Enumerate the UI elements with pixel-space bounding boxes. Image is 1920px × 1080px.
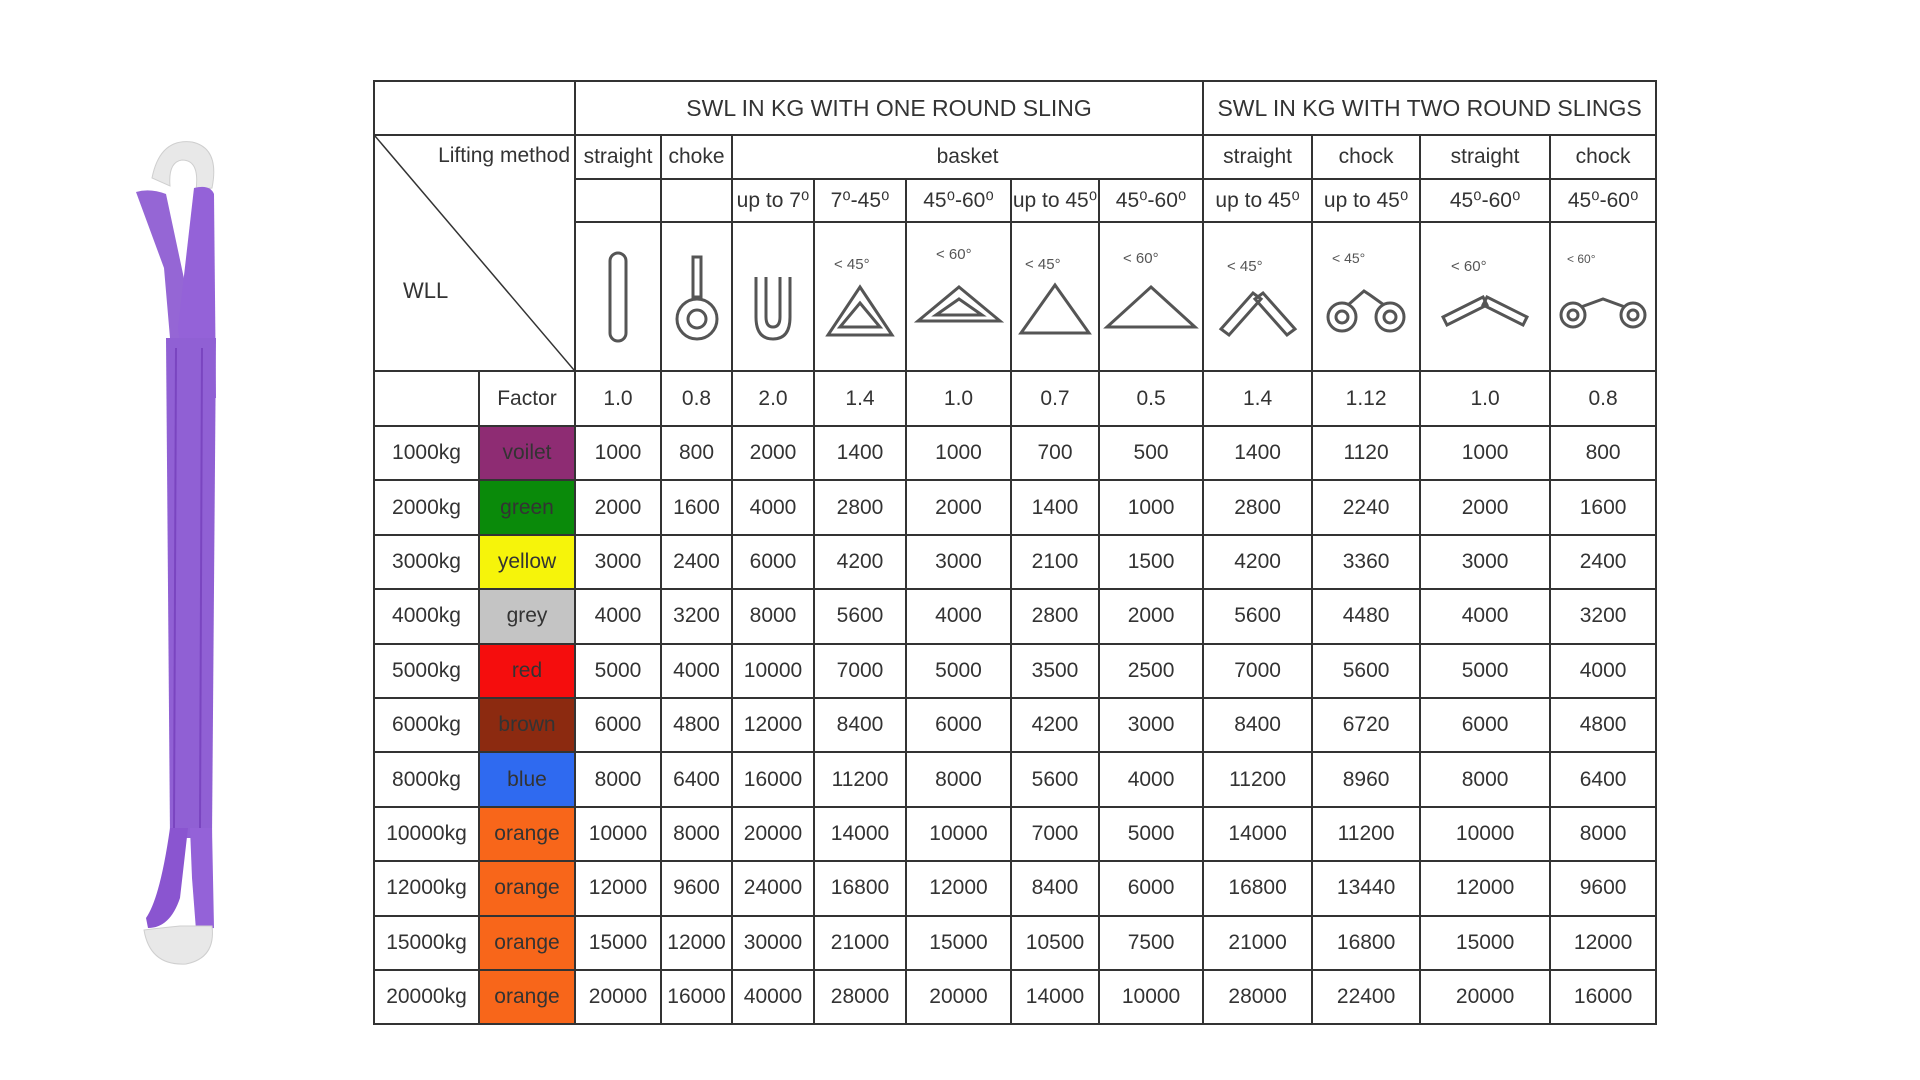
swl-value-cell: 3200 (661, 589, 732, 643)
swl-value-cell: 10000 (732, 644, 814, 698)
swl-table (373, 80, 1657, 1025)
method-two-chock-2: chock (1550, 135, 1656, 179)
angle-empty-straight (575, 179, 661, 222)
swl-value-cell: 7000 (1011, 807, 1099, 861)
swl-value-cell: 2000 (575, 480, 661, 534)
table-row (374, 752, 1656, 806)
swl-value-cell: 10000 (1420, 807, 1550, 861)
two-straight-slings-icon (1213, 247, 1303, 347)
table-row (374, 698, 1656, 752)
swl-value-cell: 15000 (575, 916, 661, 970)
swl-value-cell: 4000 (732, 480, 814, 534)
swl-value-cell: 3200 (1550, 589, 1656, 643)
swl-value-cell: 500 (1099, 426, 1203, 480)
swl-value-cell: 15000 (1420, 916, 1550, 970)
swl-value-cell: 21000 (814, 916, 906, 970)
angle-cell: 45⁰-60⁰ (1420, 179, 1550, 222)
factor-row (374, 371, 1656, 426)
sling-color-cell: orange (479, 861, 575, 915)
swl-value-cell: 6000 (575, 698, 661, 752)
basket-u-icon-cell (732, 222, 814, 371)
sling-color-cell: grey (479, 589, 575, 643)
basket-flat-triangle-icon (1103, 247, 1199, 347)
table-row (374, 589, 1656, 643)
corner-cell (374, 135, 575, 371)
swl-value-cell: 8000 (575, 752, 661, 806)
swl-value-cell: 10000 (575, 807, 661, 861)
sling-color-cell: voilet (479, 426, 575, 480)
table-row (374, 535, 1656, 589)
swl-value-cell: 4200 (1203, 535, 1312, 589)
two-straight-wide-slings-icon (1437, 247, 1533, 347)
swl-value-cell: 12000 (906, 861, 1011, 915)
swl-value-cell: 16800 (1312, 916, 1420, 970)
swl-value-cell: 4000 (1420, 589, 1550, 643)
swl-value-cell: 12000 (575, 861, 661, 915)
swl-value-cell: 8000 (732, 589, 814, 643)
swl-value-cell: 10000 (1099, 970, 1203, 1024)
swl-value-cell: 8000 (1420, 752, 1550, 806)
diagram-angle-label: < 60° (1123, 249, 1159, 267)
swl-value-cell: 4000 (1099, 752, 1203, 806)
swl-value-cell: 6000 (906, 698, 1011, 752)
sling-color-cell: blue (479, 752, 575, 806)
swl-value-cell: 20000 (575, 970, 661, 1024)
swl-value-cell: 5600 (1203, 589, 1312, 643)
method-choke: choke (661, 135, 732, 179)
swl-value-cell: 2800 (814, 480, 906, 534)
swl-value-cell: 7000 (814, 644, 906, 698)
swl-value-cell: 1400 (1011, 480, 1099, 534)
swl-value-cell: 2240 (1312, 480, 1420, 534)
wll-cell: 3000kg (374, 535, 479, 589)
swl-value-cell: 800 (661, 426, 732, 480)
sling-color-cell: orange (479, 970, 575, 1024)
swl-value-cell: 6400 (1550, 752, 1656, 806)
swl-value-cell: 7000 (1203, 644, 1312, 698)
swl-value-cell: 5600 (1011, 752, 1099, 806)
swl-value-cell: 1000 (575, 426, 661, 480)
sling-bottom-eye (144, 926, 212, 964)
method-two-chock-1: chock (1312, 135, 1420, 179)
method-two-straight-2: straight (1420, 135, 1550, 179)
factor-value: 0.7 (1011, 371, 1099, 426)
basket-triangle-icon (820, 247, 900, 347)
factor-value: 1.0 (575, 371, 661, 426)
swl-value-cell: 8000 (1550, 807, 1656, 861)
swl-value-cell: 20000 (1420, 970, 1550, 1024)
method-two-straight-1: straight (1203, 135, 1312, 179)
swl-value-cell: 13440 (1312, 861, 1420, 915)
sling-bottom-loop (146, 828, 188, 928)
swl-value-cell: 1400 (814, 426, 906, 480)
swl-value-cell: 4000 (661, 644, 732, 698)
two-straight-45-icon-cell (1203, 222, 1312, 371)
swl-value-cell: 2000 (906, 480, 1011, 534)
swl-value-cell: 3500 (1011, 644, 1099, 698)
swl-value-cell: 16000 (732, 752, 814, 806)
factor-value: 1.4 (1203, 371, 1312, 426)
swl-value-cell: 700 (1011, 426, 1099, 480)
swl-value-cell: 2800 (1011, 589, 1099, 643)
method-straight: straight (575, 135, 661, 179)
choke-sling-icon (667, 247, 727, 347)
swl-value-cell: 16800 (1203, 861, 1312, 915)
swl-value-cell: 2000 (732, 426, 814, 480)
diagram-angle-label: < 60° (1451, 257, 1487, 275)
swl-value-cell: 8400 (1011, 861, 1099, 915)
swl-value-cell: 9600 (661, 861, 732, 915)
swl-value-cell: 12000 (661, 916, 732, 970)
swl-value-cell: 8400 (1203, 698, 1312, 752)
factor-value: 2.0 (732, 371, 814, 426)
two-slings-title: SWL IN KG WITH TWO ROUND SLINGS (1203, 81, 1656, 135)
table-row (374, 644, 1656, 698)
angle-cell: 45⁰-60⁰ (906, 179, 1011, 222)
basket-open-triangle-icon (1015, 247, 1095, 347)
two-chock-45-icon-cell (1312, 222, 1420, 371)
swl-value-cell: 5600 (814, 589, 906, 643)
basket-wide-triangle-icon (914, 247, 1004, 347)
swl-value-cell: 3000 (1099, 698, 1203, 752)
angle-cell: up to 7⁰ (732, 179, 814, 222)
swl-value-cell: 11200 (1312, 807, 1420, 861)
swl-value-cell: 8000 (906, 752, 1011, 806)
swl-value-cell: 12000 (732, 698, 814, 752)
diagram-angle-label: < 60° (935, 246, 972, 263)
sling-top-eye (152, 142, 214, 190)
swl-value-cell: 2000 (1420, 480, 1550, 534)
swl-value-cell: 5600 (1312, 644, 1420, 698)
angle-cell: up to 45⁰ (1203, 179, 1312, 222)
swl-value-cell: 3000 (906, 535, 1011, 589)
swl-value-cell: 4000 (1550, 644, 1656, 698)
swl-value-cell: 5000 (1420, 644, 1550, 698)
swl-value-cell: 3360 (1312, 535, 1420, 589)
swl-value-cell: 4800 (661, 698, 732, 752)
factor-value: 0.5 (1099, 371, 1203, 426)
sling-color-cell: orange (479, 916, 575, 970)
basket-45-icon-cell (814, 222, 906, 371)
angle-cell: up to 45⁰ (1011, 179, 1099, 222)
basket-60-single-icon-cell (1099, 222, 1203, 371)
swl-value-cell: 9600 (1550, 861, 1656, 915)
sling-color-cell: red (479, 644, 575, 698)
angle-cell: 7⁰-45⁰ (814, 179, 906, 222)
swl-value-cell: 5000 (575, 644, 661, 698)
sling-color-cell: brown (479, 698, 575, 752)
swl-value-cell: 15000 (906, 916, 1011, 970)
swl-value-cell: 16800 (814, 861, 906, 915)
swl-value-cell: 28000 (1203, 970, 1312, 1024)
table-row (374, 916, 1656, 970)
swl-value-cell: 3000 (575, 535, 661, 589)
angle-cell: 45⁰-60⁰ (1550, 179, 1656, 222)
basket-u-icon (748, 247, 798, 347)
diagram-angle-label: < 45° (1025, 255, 1061, 273)
swl-value-cell: 6000 (1420, 698, 1550, 752)
basket-45-single-icon-cell (1011, 222, 1099, 371)
sling-bottom-strap (190, 828, 214, 930)
swl-value-cell: 21000 (1203, 916, 1312, 970)
swl-value-cell: 7500 (1099, 916, 1203, 970)
swl-value-cell: 10000 (906, 807, 1011, 861)
swl-value-cell: 4000 (575, 589, 661, 643)
wll-cell: 15000kg (374, 916, 479, 970)
swl-value-cell: 22400 (1312, 970, 1420, 1024)
swl-value-cell: 2000 (1099, 589, 1203, 643)
swl-value-cell: 11200 (1203, 752, 1312, 806)
wll-label: WLL (403, 278, 449, 303)
swl-value-cell: 6400 (661, 752, 732, 806)
blank-header-cell (374, 81, 575, 135)
swl-value-cell: 14000 (1203, 807, 1312, 861)
two-chock-wide-slings-icon (1555, 247, 1651, 347)
table-row (374, 426, 1656, 480)
angle-empty-choke (661, 179, 732, 222)
lifting-method-label: Lifting method (438, 144, 570, 167)
sling-color-cell: orange (479, 807, 575, 861)
factor-value: 1.12 (1312, 371, 1420, 426)
swl-value-cell: 28000 (814, 970, 906, 1024)
wll-cell: 8000kg (374, 752, 479, 806)
wll-cell: 6000kg (374, 698, 479, 752)
swl-value-cell: 11200 (814, 752, 906, 806)
table-row (374, 807, 1656, 861)
straight-sling-icon-cell (575, 222, 661, 371)
sling-color-cell: green (479, 480, 575, 534)
swl-value-cell: 4200 (814, 535, 906, 589)
wll-cell: 10000kg (374, 807, 479, 861)
swl-value-cell: 2400 (661, 535, 732, 589)
swl-value-cell: 16000 (661, 970, 732, 1024)
swl-value-cell: 4000 (906, 589, 1011, 643)
swl-value-cell: 8960 (1312, 752, 1420, 806)
factor-value: 0.8 (1550, 371, 1656, 426)
wll-cell: 12000kg (374, 861, 479, 915)
swl-value-cell: 20000 (906, 970, 1011, 1024)
swl-value-cell: 6720 (1312, 698, 1420, 752)
corner-diagonal (375, 136, 574, 370)
factor-value: 0.8 (661, 371, 732, 426)
swl-value-cell: 12000 (1420, 861, 1550, 915)
swl-value-cell: 4200 (1011, 698, 1099, 752)
round-sling-illustration (130, 138, 230, 968)
swl-value-cell: 1600 (1550, 480, 1656, 534)
swl-value-cell: 1000 (906, 426, 1011, 480)
swl-value-cell: 14000 (814, 807, 906, 861)
table-row (374, 970, 1656, 1024)
two-chock-60-icon-cell (1550, 222, 1656, 371)
choke-sling-icon-cell (661, 222, 732, 371)
swl-value-cell: 6000 (1099, 861, 1203, 915)
two-chock-slings-icon (1318, 247, 1414, 347)
swl-value-cell: 6000 (732, 535, 814, 589)
swl-value-cell: 8000 (661, 807, 732, 861)
wll-cell: 5000kg (374, 644, 479, 698)
swl-value-cell: 5000 (906, 644, 1011, 698)
table-row (374, 861, 1656, 915)
table-row (374, 480, 1656, 534)
swl-value-cell: 1000 (1420, 426, 1550, 480)
swl-value-cell: 8400 (814, 698, 906, 752)
swl-value-cell: 12000 (1550, 916, 1656, 970)
factor-value: 1.4 (814, 371, 906, 426)
basket-60-icon-cell (906, 222, 1011, 371)
swl-value-cell: 24000 (732, 861, 814, 915)
factor-label: Factor (479, 371, 575, 426)
swl-value-cell: 1500 (1099, 535, 1203, 589)
factor-value: 1.0 (1420, 371, 1550, 426)
diagram-angle-label: < 45° (1226, 257, 1263, 275)
one-sling-title: SWL IN KG WITH ONE ROUND SLING (575, 81, 1203, 135)
diagram-angle-label: < 60° (1567, 251, 1596, 266)
swl-value-cell: 2100 (1011, 535, 1099, 589)
swl-value-cell: 40000 (732, 970, 814, 1024)
angle-cell: up to 45⁰ (1312, 179, 1420, 222)
swl-value-cell: 1400 (1203, 426, 1312, 480)
swl-value-cell: 1120 (1312, 426, 1420, 480)
factor-empty-cell (374, 371, 479, 426)
diagram-angle-label: < 45° (1332, 249, 1366, 266)
diagram-angle-label: < 45° (834, 255, 870, 273)
swl-value-cell: 800 (1550, 426, 1656, 480)
swl-value-cell: 5000 (1099, 807, 1203, 861)
swl-value-cell: 2800 (1203, 480, 1312, 534)
two-straight-60-icon-cell (1420, 222, 1550, 371)
straight-sling-icon (598, 247, 638, 347)
swl-value-cell: 10500 (1011, 916, 1099, 970)
method-basket: basket (732, 135, 1203, 179)
swl-value-cell: 3000 (1420, 535, 1550, 589)
wll-cell: 2000kg (374, 480, 479, 534)
wll-cell: 4000kg (374, 589, 479, 643)
swl-value-cell: 4480 (1312, 589, 1420, 643)
swl-value-cell: 4800 (1550, 698, 1656, 752)
swl-value-cell: 14000 (1011, 970, 1099, 1024)
sling-color-cell: yellow (479, 535, 575, 589)
swl-value-cell: 16000 (1550, 970, 1656, 1024)
swl-value-cell: 1000 (1099, 480, 1203, 534)
factor-value: 1.0 (906, 371, 1011, 426)
swl-value-cell: 1600 (661, 480, 732, 534)
angle-cell: 45⁰-60⁰ (1099, 179, 1203, 222)
swl-value-cell: 2500 (1099, 644, 1203, 698)
swl-value-cell: 20000 (732, 807, 814, 861)
swl-value-cell: 2400 (1550, 535, 1656, 589)
wll-cell: 20000kg (374, 970, 479, 1024)
wll-cell: 1000kg (374, 426, 479, 480)
swl-value-cell: 30000 (732, 916, 814, 970)
